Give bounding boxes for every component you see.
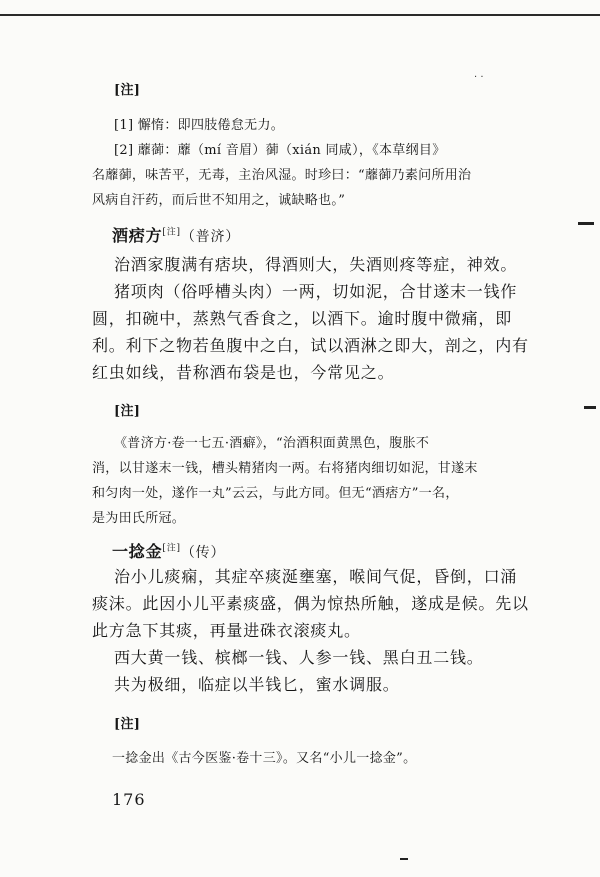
bottom-mark (400, 858, 408, 860)
recipe-text: 圆，扣碗中，蒸熟气香食之，以酒下。逾时腹中微痛，即 (92, 309, 513, 328)
recipe-source: （传） (180, 545, 226, 561)
recipe-title: 一捻金 (112, 542, 163, 561)
recipe-text: 此方急下其痰，再量进硃衣滚痰丸。 (92, 621, 361, 640)
recipe-text: 治小儿痰痫，其症卒痰涎壅塞，喉间气促，昏倒，口涌 (114, 567, 518, 586)
note-heading: [注] (114, 83, 141, 98)
note-ref: [注] (162, 543, 181, 554)
margin-mark (578, 222, 594, 225)
margin-mark (584, 406, 596, 409)
note-line: 是为田氏所冠。 (92, 511, 186, 526)
recipe-text: 利。利下之物若鱼腹中之白，试以酒淋之即大，剖之，内有 (92, 336, 529, 355)
note-heading: [注] (114, 717, 141, 732)
page-number: 176 (112, 790, 146, 809)
note-line: [1] 懈惰：即四肢倦怠无力。 (114, 118, 285, 133)
recipe-text: 治酒家腹满有痞块，得酒则大，失酒则疼等症，神效。 (114, 255, 518, 274)
note-line: 《普济方·卷一七五·酒癖》，“治酒积面黄黑色，腹胀不 (114, 436, 430, 451)
recipe-text: 红虫如线，昔称酒布袋是也，今常见之。 (92, 363, 395, 382)
note-line: 消，以甘遂末一钱，槽头精猪肉一两。右将猪肉细切如泥，甘遂末 (92, 461, 478, 476)
note-line: 风病自汗药，而后世不知用之，诚缺略也。” (92, 193, 346, 208)
note-line: 一捻金出《古今医鉴·卷十三》。又名“小儿一捻金”。 (112, 751, 417, 766)
top-rule (0, 14, 600, 16)
recipe-text: 猪项肉（俗呼槽头肉）一两，切如泥，合甘遂末一钱作 (114, 282, 518, 301)
note-line: 和匀肉一处，遂作一丸”云云，与此方同。但无“酒痞方”一名， (92, 486, 459, 501)
speck: · · (474, 72, 484, 83)
recipe-text: 痰沫。此因小儿平素痰盛，偶为惊热所触，遂成是候。先以 (92, 594, 529, 613)
recipe-text: 共为极细，临症以半钱匕，蜜水调服。 (114, 675, 400, 694)
note-ref: [注] (162, 227, 181, 238)
note-line: [2] 蘼蓹：蘼（mí 音眉）蓹（xián 同咸），《本草纲目》 (114, 143, 446, 158)
note-heading: [注] (114, 404, 141, 419)
recipe-source: （普济） (180, 229, 241, 245)
recipe-title-line (112, 544, 225, 560)
recipe-title-line (112, 228, 240, 244)
note-line: 名蘼蓹，味苦平，无毒，主治风湿。时珍曰：“蘼蓹乃素问所用治 (92, 168, 472, 183)
recipe-text: 西大黄一钱、槟榔一钱、人参一钱、黑白丑二钱。 (114, 648, 484, 667)
recipe-title: 酒痞方 (112, 226, 163, 245)
